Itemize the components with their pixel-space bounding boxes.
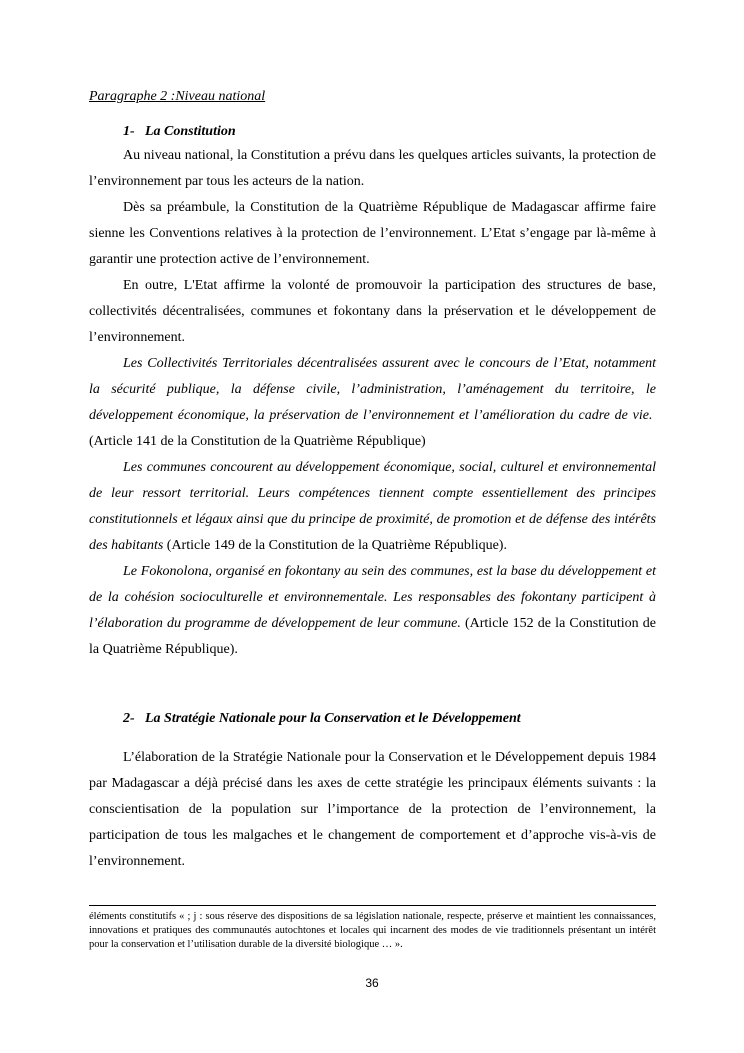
footnote-text: éléments constitutifs « ; j : sous réserve des dispositions de sa législation nationale, respecte, préserve et maintient les connaissances, innovations et pratiques des communautés autochtones et locales qui incarnent des modes de vie traditionnels présentant un intérêt pour la conservation et l’utilisation durable de la diversité biologique … ».	[89, 911, 656, 950]
section-title-strategie	[123, 710, 521, 728]
section-title-constitution	[123, 123, 236, 141]
body-paragraph: Au niveau national, la Constitution a prévu dans les quelques articles suivants, la protection de l’environnement par tous les acteurs de la nation.	[89, 148, 656, 189]
section-number: 1-	[123, 124, 135, 139]
body-paragraph: En outre, L'Etat affirme la volonté de promouvoir la participation des structures de base, collectivités décentralisées, communes et fokontany dans la préservation et le développement de l’environnement.	[89, 278, 656, 345]
quote-article-152	[89, 559, 656, 663]
article-reference: (Article 141 de la Constitution de la Quatrième République)	[89, 434, 426, 449]
quote-text: Le Fokonolona, organisé en fokontany au sein des communes, est la base du développement et de la cohésion socioculturelle et environnementale. Les responsables des fokontany participent à l’élaboration du programme de développement de leur commune.	[89, 564, 656, 631]
section-body-strategie	[89, 745, 656, 875]
body-paragraph: L’élaboration de la Stratégie Nationale pour la Conservation et le Développement depuis 1984 par Madagascar a déjà précisé dans les axes de cette stratégie les principaux éléments suivants : la conscientisation de la population sur l’importance de la protection de l’environnement, la participation de tous les malgaches et le changement de comportement et d’approche vis-à-vis de l’environnement.	[89, 750, 656, 869]
quote-text: Les Collectivités Territoriales décentralisées assurent avec le concours de l’Etat, notamment la sécurité publique, la défense civile, l’administration, l’aménagement du territoire, le développement économique, la préservation de l’environnement et l’amélioration du cadre de vie.	[89, 356, 656, 423]
footnote-divider	[89, 905, 656, 906]
article-reference: (Article 152 de la Constitution de la Quatrième République).	[89, 616, 657, 657]
section-title-text: La Constitution	[145, 124, 236, 139]
section-title-text: La Stratégie Nationale pour la Conservation et le Développement	[145, 711, 521, 726]
paragraph-heading: Paragraphe 2 :Niveau national	[89, 89, 266, 104]
quote-article-149	[89, 455, 656, 559]
page-number: 36	[365, 976, 379, 990]
article-reference: (Article 149 de la Constitution de la Quatrième République).	[166, 538, 507, 553]
quote-text: Les communes concourent au développement économique, social, culturel et environnemental de leur ressort territorial. Leurs compétences tiennent compte essentiellement des principes constitutionnels et légaux ainsi que du principe de proximité, de promotion et de défense des intérêts des habitants	[89, 460, 656, 553]
quote-article-141	[89, 351, 656, 455]
section-body-constitution	[89, 143, 656, 663]
body-paragraph: Dès sa préambule, la Constitution de la Quatrième République de Madagascar affirme faire sienne les Conventions relatives à la protection de l’environnement. L’Etat s’engage par là-même à garantir une protection active de l’environnement.	[89, 200, 656, 267]
section-number: 2-	[123, 711, 135, 726]
